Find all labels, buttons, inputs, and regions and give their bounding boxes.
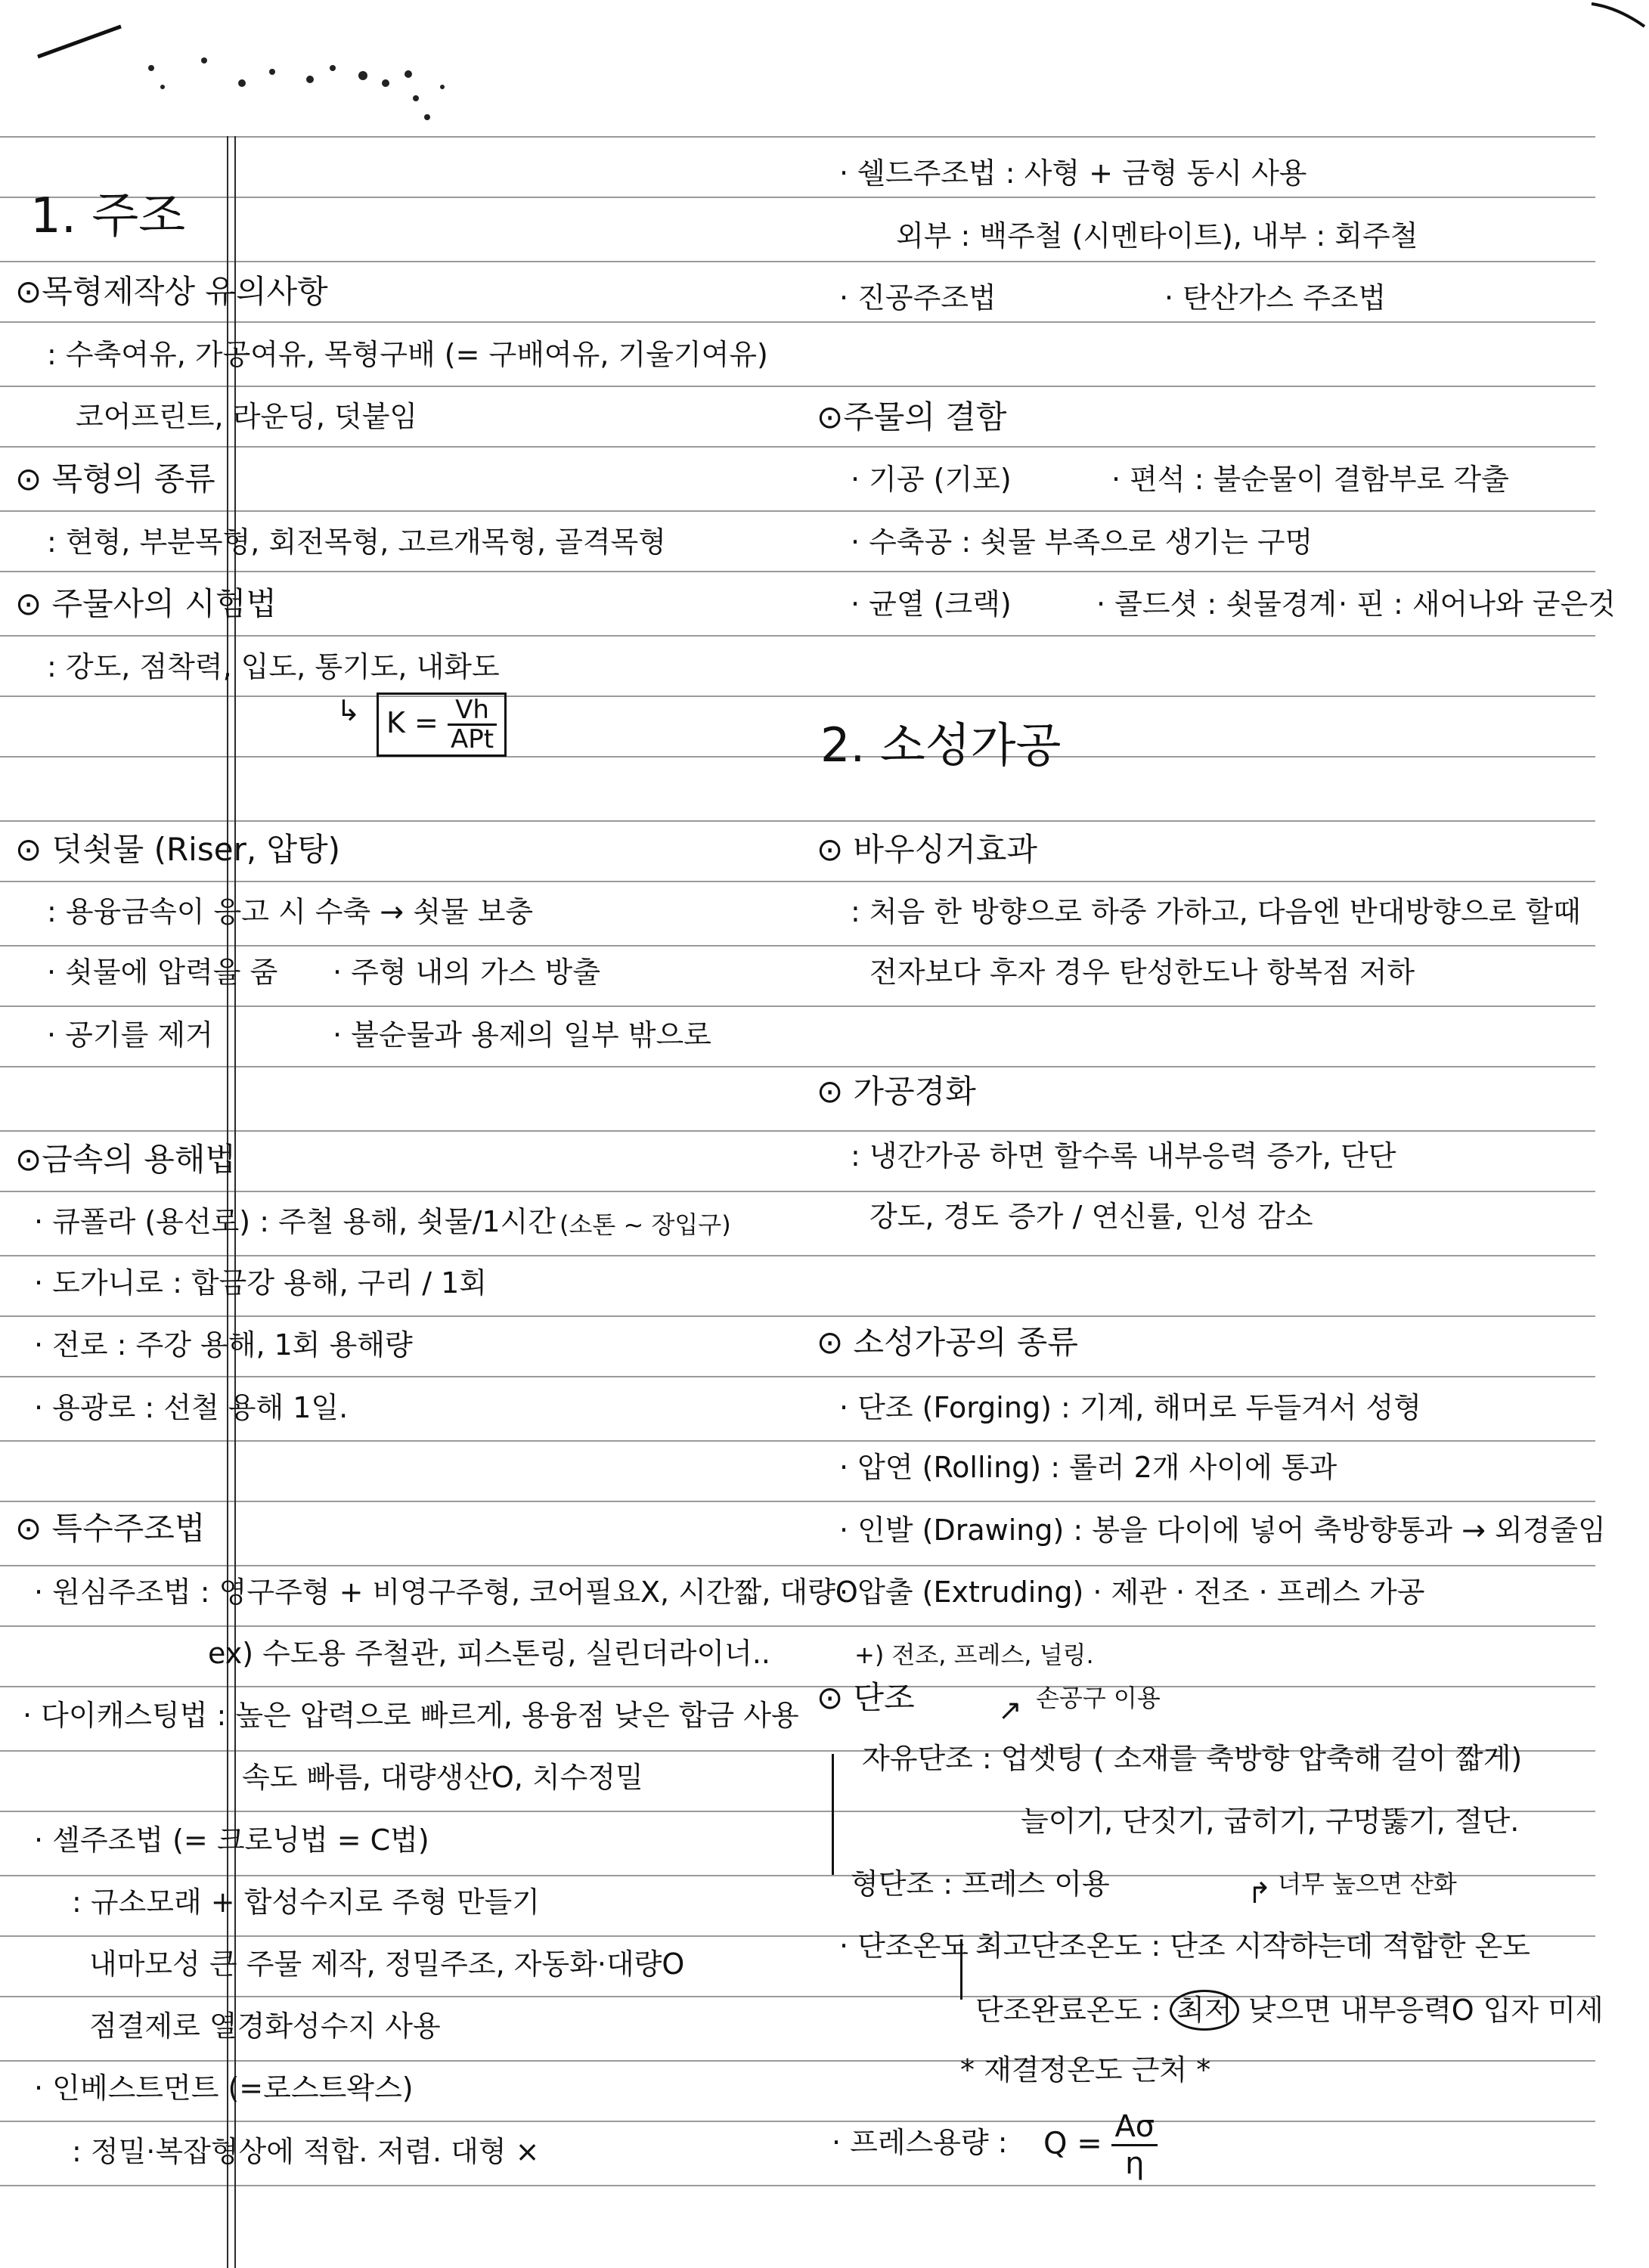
ruled-line bbox=[0, 881, 1595, 882]
ruled-line bbox=[0, 1440, 1595, 1442]
ruled-line bbox=[0, 756, 1595, 758]
formula-denominator: η bbox=[1125, 2146, 1145, 2181]
ruled-line bbox=[0, 1005, 1595, 1007]
note-line: · 쇳물에 압력을 줌 bbox=[47, 956, 278, 989]
press-capacity-formula bbox=[1043, 2109, 1158, 2181]
formula-lhs: K = bbox=[386, 706, 439, 739]
note-line: : 규소모래 + 합성수지로 주형 만들기 bbox=[72, 1885, 540, 1919]
formula-fraction bbox=[1111, 2109, 1158, 2181]
heading-special-casting: ⊙ 특수주조법 bbox=[15, 1510, 206, 1547]
note-aside: (소톤 ~ 장입구) bbox=[559, 1210, 731, 1239]
note-line: · 기공 (기포) bbox=[851, 463, 1012, 496]
heading-pattern-types: ⊙ 목형의 종류 bbox=[15, 460, 215, 497]
section-title-casting: 1. 주조 bbox=[30, 188, 186, 244]
ruled-line bbox=[0, 197, 1595, 198]
formula-numerator: Vh bbox=[448, 696, 497, 726]
note-line: 코어프린트, 라운딩, 덧붙임 bbox=[76, 400, 418, 433]
ruled-line bbox=[0, 1565, 1595, 1566]
note-line: +) 전조, 프레스, 널링. bbox=[854, 1641, 1094, 1669]
formula-numerator: Aσ bbox=[1111, 2109, 1158, 2146]
heading-riser: ⊙ 덧쇳물 (Riser, 압탕) bbox=[15, 831, 341, 868]
section-title-plastic-working: 2. 소성가공 bbox=[820, 717, 1062, 773]
note-line: ex) 수도용 주철관, 피스톤링, 실린더라이너.. bbox=[208, 1637, 770, 1670]
note-line: · 수축공 : 쇳물 부족으로 생기는 구멍 bbox=[851, 525, 1313, 559]
ruled-line bbox=[0, 1255, 1595, 1256]
ruled-line bbox=[0, 321, 1595, 323]
note-annotation: 손공구 이용 bbox=[1036, 1684, 1161, 1712]
note-line: · 단조온도 bbox=[839, 1929, 969, 1963]
note-line: · 탄산가스 주조법 bbox=[1164, 281, 1387, 314]
note-line: · 인베스트먼트 (=로스트왁스) bbox=[34, 2071, 414, 2105]
note-line: · 단조 (Forging) : 기계, 해머로 두들겨서 성형 bbox=[839, 1391, 1421, 1424]
note-line: 전자보다 후자 경우 탄성한도나 항복점 저하 bbox=[869, 956, 1415, 989]
ruled-line bbox=[0, 1315, 1595, 1317]
note-line: 최고단조온도 : 단조 시작하는데 적합한 온도 bbox=[975, 1929, 1530, 1963]
note-line: · 원심주조법 : 영구주형 + 비영구주형, 코어필요X, 시간짧, 대량O bbox=[34, 1576, 858, 1609]
note-line: 외부 : 백주철 (시멘타이트), 내부 : 회주철 bbox=[896, 219, 1418, 253]
heading-work-hardening: ⊙ 가공경화 bbox=[817, 1073, 976, 1110]
pen-scribble bbox=[30, 15, 454, 129]
note-line: · 핀 : 새어나와 굳은것 bbox=[1338, 587, 1616, 621]
note-line: · 인발 (Drawing) : 봉을 다이에 넣어 축방향통과 → 외경줄임 bbox=[839, 1514, 1606, 1547]
arrow-icon: ↳ bbox=[336, 694, 361, 727]
note-line bbox=[975, 1990, 1604, 2031]
note-line: 늘이기, 단짓기, 굽히기, 구멍뚫기, 절단. bbox=[1021, 1805, 1520, 1838]
note-line: · 용광로 : 선철 용해 1일. bbox=[34, 1391, 349, 1424]
arrow-icon: ↗ bbox=[998, 1693, 1022, 1727]
ruled-line bbox=[0, 2121, 1595, 2122]
heading-pattern-cautions: ⊙목형제작상 유의사항 bbox=[15, 273, 328, 310]
note-text: 단조완료온도 : bbox=[975, 1994, 1161, 2027]
note-line: · 도가니로 : 합금강 용해, 구리 / 1회 bbox=[34, 1266, 487, 1300]
circled-word: 최저 bbox=[1170, 1990, 1238, 2031]
note-line: · 압연 (Rolling) : 롤러 2개 사이에 통과 bbox=[839, 1451, 1337, 1484]
permeability-formula bbox=[377, 692, 507, 757]
note-line: · 큐폴라 (용선로) : 주철 용해, 쇳물/1시간 bbox=[34, 1205, 556, 1238]
note-line: · 균열 (크랙) bbox=[851, 587, 1012, 621]
note-line: 속도 빠름, 대량생산O, 치수정밀 bbox=[242, 1761, 643, 1794]
ruled-line bbox=[0, 945, 1595, 947]
note-line: · 프레스용량 : bbox=[832, 2126, 1008, 2159]
note-line: : 냉간가공 하면 할수록 내부응력 증가, 단단 bbox=[851, 1139, 1396, 1173]
ruled-line bbox=[0, 2060, 1595, 2062]
note-line: : 수축여유, 가공여유, 목형구배 (= 구배여유, 기울기여유) bbox=[47, 338, 768, 371]
note-line: : 강도, 점착력, 입도, 통기도, 내화도 bbox=[47, 650, 500, 683]
ruled-line bbox=[0, 1376, 1595, 1377]
note-line: · 콜드셧 : 쇳물경계 bbox=[1096, 587, 1337, 621]
note-line: 자유단조 : 업셋팅 ( 소재를 축방향 압축해 길이 짧게) bbox=[862, 1742, 1523, 1775]
arrow-icon: ↱ bbox=[1248, 1876, 1272, 1910]
bracket bbox=[960, 1939, 962, 2000]
note-line: : 정밀·복잡형상에 적합. 저렴. 대형 × bbox=[72, 2135, 540, 2168]
ruled-line bbox=[0, 1191, 1595, 1192]
ruled-line bbox=[0, 635, 1595, 637]
ruled-line bbox=[0, 510, 1595, 512]
note-line: · 셀주조법 (= 크로닝법 = C법) bbox=[34, 1823, 429, 1857]
formula-fraction bbox=[448, 696, 497, 753]
note-line: · 진공주조법 bbox=[839, 281, 997, 314]
ruled-line bbox=[0, 261, 1595, 262]
ruled-line bbox=[0, 1686, 1595, 1687]
ruled-line bbox=[0, 2185, 1595, 2186]
note-text: 낮으면 내부응력O 입자 미세 bbox=[1248, 1994, 1604, 2027]
formula-denominator: APt bbox=[450, 724, 494, 754]
note-line: · 불순물과 용제의 일부 밖으로 bbox=[333, 1018, 711, 1052]
bracket bbox=[832, 1754, 834, 1875]
note-line: · 압출 (Extruding) · 제관 · 전조 · 프레스 가공 bbox=[839, 1576, 1425, 1609]
note-line: : 현형, 부분목형, 회전목형, 고르개목형, 골격목형 bbox=[47, 525, 666, 559]
heading-casting-defects: ⊙주물의 결함 bbox=[817, 398, 1007, 435]
heading-plastic-working-types: ⊙ 소성가공의 종류 bbox=[817, 1324, 1078, 1361]
ruled-line bbox=[0, 136, 1595, 138]
heading-melting-methods: ⊙금속의 용해법 bbox=[15, 1141, 236, 1178]
note-line: 형단조 : 프레스 이용 bbox=[851, 1867, 1110, 1901]
ruled-line bbox=[0, 446, 1595, 448]
note-line: · 다이캐스팅법 : 높은 압력으로 빠르게, 용융점 낮은 합금 사용 bbox=[23, 1699, 799, 1732]
note-line: : 용융금속이 응고 시 수축 → 쇳물 보충 bbox=[47, 895, 534, 928]
ruled-line bbox=[0, 820, 1595, 822]
heading-sand-tests: ⊙ 주물사의 시험법 bbox=[15, 585, 277, 622]
note-annotation: 너무 높으면 산화 bbox=[1278, 1870, 1457, 1898]
note-line: : 처음 한 방향으로 하중 가하고, 다음엔 반대방향으로 할때 bbox=[851, 895, 1581, 928]
ruled-line bbox=[0, 1501, 1595, 1502]
heading-bauschinger: ⊙ 바우싱거효과 bbox=[817, 831, 1037, 868]
note-line: * 재결정온도 근처 * bbox=[960, 2053, 1211, 2087]
page-corner-mark bbox=[1588, 0, 1648, 30]
ruled-line bbox=[0, 1625, 1595, 1627]
ruled-line bbox=[0, 1066, 1595, 1067]
ruled-line bbox=[0, 696, 1595, 697]
formula-lhs: Q = bbox=[1043, 2126, 1102, 2161]
note-line: · 공기를 제거 bbox=[47, 1018, 213, 1052]
heading-forging: ⊙ 단조 bbox=[817, 1679, 915, 1716]
note-line: 강도, 경도 증가 / 연신률, 인성 감소 bbox=[869, 1200, 1313, 1233]
ruled-line bbox=[0, 571, 1595, 572]
note-line: 점결제로 열경화성수지 사용 bbox=[89, 2009, 441, 2043]
ruled-line bbox=[0, 386, 1595, 387]
note-line: · 전로 : 주강 용해, 1회 용해량 bbox=[34, 1328, 413, 1362]
note-line: 내마모성 큰 주물 제작, 정밀주조, 자동화·대량O bbox=[89, 1947, 685, 1981]
note-line: · 쉘드주조법 : 사형 + 금형 동시 사용 bbox=[839, 156, 1307, 190]
note-line: · 편석 : 불순물이 결함부로 각출 bbox=[1111, 463, 1509, 496]
note-line: · 주형 내의 가스 방출 bbox=[333, 956, 601, 989]
ruled-line bbox=[0, 1130, 1595, 1132]
